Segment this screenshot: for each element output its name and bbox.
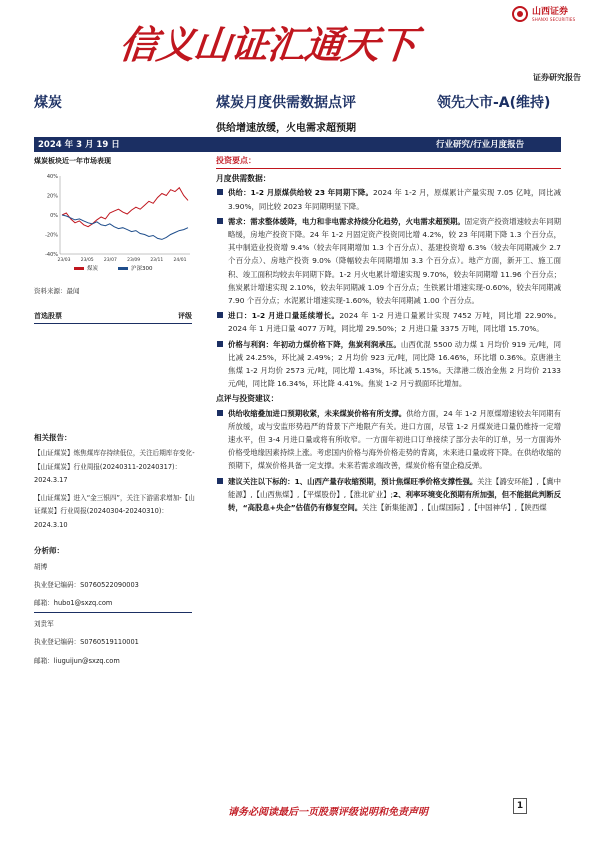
legend-label: 沪深300 — [131, 266, 153, 272]
analyst-code: 执业登记编码：S0760519110001 — [34, 638, 139, 647]
series-line-hs300 — [62, 215, 188, 239]
logo-name: 山西证券 — [532, 6, 569, 17]
y-tick-label: 20% — [46, 193, 58, 200]
company-logo — [512, 6, 575, 22]
main-content — [216, 154, 561, 514]
related-report[interactable]: 【山证煤炭】炼焦煤库存持续低位，关注后期库存变化-【山证煤炭】行业周报(20240311-20240317)： 2024.3.17 — [34, 449, 195, 485]
analyst-code: 执业登记编码：S0760522090003 — [34, 580, 139, 589]
y-tick-label: -20% — [45, 232, 58, 239]
section-title: 投资要点： — [216, 154, 561, 169]
logo-icon — [512, 6, 528, 22]
related-title: 相关报告： — [34, 433, 72, 442]
stocks-header-label: 首选股票 — [34, 312, 62, 320]
analyst-title: 分析师： — [34, 545, 64, 555]
paragraph-text: 关注【新集能源】,【山煤国际】,【中国神华】,【陕西煤 — [362, 503, 547, 513]
y-tick-label: 40% — [46, 174, 58, 180]
paragraph-supply — [216, 186, 561, 212]
page-number: 1 — [513, 798, 527, 814]
analyst-name: 刘贵军 — [34, 620, 54, 629]
x-tick-label: 23/03 — [57, 258, 71, 263]
chart-source: 资料来源：最闻 — [34, 287, 80, 295]
analyst-email[interactable]: 邮箱：liuguijun@sxzq.com — [34, 656, 120, 665]
x-tick-label: 23/07 — [103, 258, 117, 263]
paragraph-text: 2024 年 1-2 月，原煤累计产量实现 7.05 亿吨，同比减 3.90%，同比较 2023 年同期明显下降。 — [228, 188, 561, 211]
report-title: 煤炭月度供需数据点评 — [216, 95, 356, 111]
related-report[interactable]: 【山证煤炭】进入“金三银四”，关注下游需求增加-【山证煤炭】行业周报(20240304-20240310)： 2024.3.10 — [34, 493, 195, 529]
market-performance-chart — [34, 170, 194, 276]
paragraph-text: 2024 年 1-2 月进口量累计实现 7452 万吨，同比增 22.90%。2024 年 1 月进口量 4077 万吨，同比增 29.50%；2 月进口量 3375 万吨，同比增 15.70%。 — [228, 311, 561, 334]
paragraph-advice — [216, 407, 561, 473]
paragraph-lead: 需求：需求整体缓降，电力和非电需求持续分化趋势，火电需求超预期。 — [228, 216, 465, 226]
paragraph-text: 固定资产投资增速较去年同期略缓，房地产投资下降。24 年 1-2 月固定资产投资同比增 4.2%，较 23 年同期下降 1.3 个百分点，其中制造业投资增 9.4%（较去年同期增加 1.3 个百分点）、基建投资增 6.3%（较去年同期减少 2.7 个百分点）、房地产投资 9.0%（降幅较去年同期增加 3.3 个百分点）。地产方面，新开工、施工面积、竣工面积均较去年同期下降。1-2 月火电累计增速实现 9.70%，较去年同期增 11.96 个百分点；焦炭累计增速实现 2.10%，较去年同期减 1.09 个百分点；生铁累计增速实现-0.60%，较去年同期减 7.90 个百分点；水泥累计增速实现-1.60%，较去年同期减 1.00 个百分点。 — [228, 216, 561, 306]
series-line-coal — [62, 188, 188, 227]
rating-label: 领先大市-A(维持) — [437, 95, 551, 111]
paragraph-lead: 供给：1-2 月原煤供给较 23 年同期下降。 — [228, 188, 374, 198]
y-tick-label: 0% — [50, 213, 58, 219]
industry-label: 煤炭 — [34, 95, 62, 111]
rating-header-label: 评级 — [178, 312, 192, 320]
paragraph-demand — [216, 215, 561, 307]
legend-swatch-hs300 — [118, 267, 128, 270]
legend-swatch-coal — [74, 267, 84, 270]
paragraph-lead: 进口：1-2 月进口量延续增长。 — [228, 311, 340, 321]
report-category: 行业研究/行业月度报告 — [436, 140, 525, 150]
logo-subtitle: SHANXI SECURITIES — [532, 16, 576, 22]
legend-label: 煤炭 — [87, 266, 99, 272]
subsection-title: 点评与投资建议： — [216, 394, 279, 404]
paragraph-lead: 供给收缩叠加进口预期收紧，未来煤炭价格有所支撑。 — [228, 408, 407, 418]
paragraph-import — [216, 309, 561, 335]
paragraph-targets — [216, 475, 561, 515]
analyst-name: 胡博 — [34, 562, 48, 571]
subsection-title: 月度供需数据： — [216, 174, 271, 184]
paragraph-text: 山西优混 5500 动力煤 1 月均价 919 元/吨，同比减 24.25%，环比减 2.49%；2 月均价 923 元/吨，同比降 16.46%，环比增 0.36%。京唐港主焦煤 1-2 月均价 2573 元/吨，同比增 1.43%，环比减 5.15%。天津港二级冶金焦 2 月均价 2133 元/吨，同比降 16.34%，环比降 4.41%。焦炭 1-2 月亏损面环比增加。 — [228, 339, 561, 389]
footer-disclaimer[interactable]: 请务必阅读最后一页股票评级说明和免责声明 — [228, 807, 428, 818]
report-type: 证券研究报告 — [533, 73, 581, 82]
paragraph-text: 关注【潞安环能】,【冀中能源】,【山西焦煤】,【平煤股份】,【淮北矿业】; — [228, 476, 561, 499]
sidebar — [34, 154, 198, 668]
paragraph-text: 供给方面，24 年 1-2 月原煤增速较去年同期有所放缓，或与安监形势趋严的背景下产地限产有关。进口方面，尽管 1-2 月煤炭进口量仍维持一定增速水平，但 3-4 月进口量或将有所收窄。一方面年初进口订单接续了部分去年的订单，另一方面海外价格受地缘因素持续上涨。考虑国内价格与海外价格走势的背离，未来进口量或将下降。在供给收缩的预期下，煤炭价格具备一定支撑。未来若需求端改善，煤炭价格有望企稳反弹。 — [228, 408, 561, 471]
y-tick-label: -40% — [45, 252, 58, 258]
x-tick-label: 23/11 — [150, 258, 164, 263]
x-tick-label: 23/05 — [80, 258, 94, 263]
report-subtitle: 供给增速放缓，火电需求超预期 — [216, 123, 356, 134]
paragraph-lead: 价格与利润：年初动力煤价格下降，焦炭利润承压。 — [228, 339, 401, 349]
stocks-header — [34, 311, 192, 324]
x-tick-label: 23/09 — [127, 258, 141, 263]
analyst-email[interactable]: 邮箱：hubo1@sxzq.com — [34, 598, 113, 607]
brand-slogan: 信义山证汇通天下 — [117, 22, 419, 67]
paragraph-price — [216, 338, 561, 391]
paragraph-lead: 2、利率环境变化预期有所加强，但不能据此判断反转，“高股息+央企”估值仍有修复空间。 — [228, 489, 561, 513]
report-date: 2024 年 3 月 19 日 — [38, 140, 120, 150]
x-tick-label: 24/01 — [173, 258, 187, 263]
paragraph-lead: 建议关注以下标的：1、山西产量存收缩预期，预计焦煤旺季价格支撑性强。 — [228, 476, 478, 486]
chart-title: 煤炭板块近一年市场表现 — [34, 157, 111, 165]
